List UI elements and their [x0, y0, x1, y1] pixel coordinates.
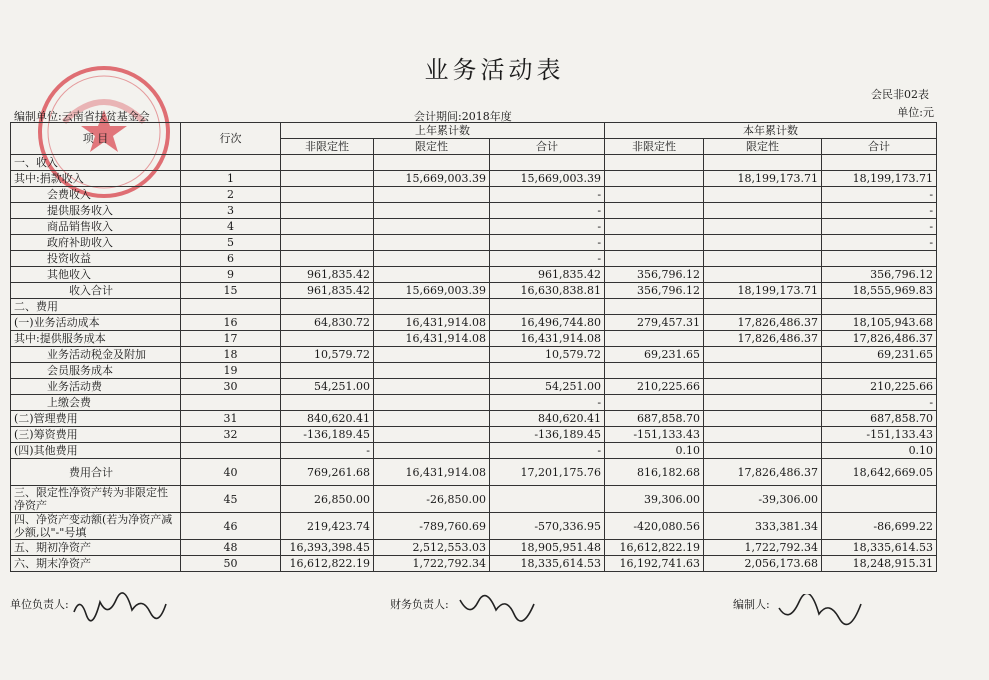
curr-unrestricted-cell: 816,182.68: [605, 459, 704, 486]
prev-unrestricted-cell: 16,612,822.19: [281, 556, 374, 572]
prev-total-cell: -: [490, 251, 605, 267]
table-row: [11, 459, 937, 486]
curr-restricted-cell: [704, 363, 822, 379]
prev-unrestricted-cell: 219,423.74: [281, 513, 374, 540]
prev-restricted-cell: [374, 187, 490, 203]
curr-unrestricted-cell: 69,231.65: [605, 347, 704, 363]
curr-unrestricted-cell: [605, 299, 704, 315]
prev-total-cell: -570,336.95: [490, 513, 605, 540]
prev-unrestricted-cell: 961,835.42: [281, 283, 374, 299]
curr-total-cell: 18,642,669.05: [822, 459, 937, 486]
row-line-number: 17: [181, 331, 281, 347]
row-line-number: 45: [181, 486, 281, 513]
row-line-number: 15: [181, 283, 281, 299]
curr-unrestricted-cell: 16,192,741.63: [605, 556, 704, 572]
prev-total-cell: [490, 155, 605, 171]
row-item-label: 一、收入: [11, 155, 181, 171]
row-line-number: 16: [181, 315, 281, 331]
table-row: [11, 347, 937, 363]
header-curr-year: 本年累计数: [605, 123, 937, 139]
organization-name: 编制单位:云南省扶贫基金会: [14, 110, 150, 123]
curr-restricted-cell: [704, 155, 822, 171]
curr-restricted-cell: [704, 411, 822, 427]
header-prev-restricted: 限定性: [374, 139, 490, 155]
unit-head-label: 单位负责人:: [10, 598, 69, 611]
curr-unrestricted-cell: [605, 187, 704, 203]
row-item-label: 提供服务收入: [11, 203, 181, 219]
prev-total-cell: 16,496,744.80: [490, 315, 605, 331]
prev-restricted-cell: [374, 363, 490, 379]
curr-total-cell: -: [822, 395, 937, 411]
curr-unrestricted-cell: [605, 251, 704, 267]
curr-unrestricted-cell: 16,612,822.19: [605, 540, 704, 556]
prev-restricted-cell: [374, 299, 490, 315]
curr-restricted-cell: [704, 427, 822, 443]
table-row: [11, 299, 937, 315]
row-line-number: 48: [181, 540, 281, 556]
curr-total-cell: -86,699.22: [822, 513, 937, 540]
prev-total-cell: [490, 363, 605, 379]
row-item-label: 政府补助收入: [11, 235, 181, 251]
curr-total-cell: -: [822, 235, 937, 251]
prev-unrestricted-cell: [281, 155, 374, 171]
curr-unrestricted-cell: [605, 235, 704, 251]
curr-restricted-cell: [704, 267, 822, 283]
row-item-label: 投资收益: [11, 251, 181, 267]
table-row: [11, 251, 937, 267]
prev-total-cell: -: [490, 187, 605, 203]
row-item-label: (四)其他费用: [11, 443, 181, 459]
prev-restricted-cell: [374, 267, 490, 283]
prev-restricted-cell: [374, 235, 490, 251]
prev-unrestricted-cell: [281, 395, 374, 411]
prev-total-cell: [490, 486, 605, 513]
curr-restricted-cell: [704, 251, 822, 267]
table-row: [11, 267, 937, 283]
row-line-number: 50: [181, 556, 281, 572]
curr-restricted-cell: 17,826,486.37: [704, 459, 822, 486]
prev-restricted-cell: [374, 155, 490, 171]
table-row: [11, 283, 937, 299]
header-curr-total: 合计: [822, 139, 937, 155]
header-curr-unrestricted: 非限定性: [605, 139, 704, 155]
prev-restricted-cell: [374, 203, 490, 219]
row-item-label: 收入合计: [11, 283, 181, 299]
header-prev-year: 上年累计数: [281, 123, 605, 139]
prev-unrestricted-cell: [281, 187, 374, 203]
prev-total-cell: 18,905,951.48: [490, 540, 605, 556]
header-prev-total: 合计: [490, 139, 605, 155]
curr-unrestricted-cell: [605, 155, 704, 171]
prev-unrestricted-cell: 16,393,398.45: [281, 540, 374, 556]
prev-unrestricted-cell: -: [281, 443, 374, 459]
prev-unrestricted-cell: 64,830.72: [281, 315, 374, 331]
currency-unit: 单位:元: [897, 106, 934, 119]
prev-unrestricted-cell: [281, 251, 374, 267]
curr-restricted-cell: [704, 347, 822, 363]
row-item-label: 六、期末净资产: [11, 556, 181, 572]
curr-restricted-cell: -39,306.00: [704, 486, 822, 513]
row-line-number: 4: [181, 219, 281, 235]
table-row: [11, 379, 937, 395]
prev-unrestricted-cell: 54,251.00: [281, 379, 374, 395]
prev-unrestricted-cell: [281, 331, 374, 347]
prev-total-cell: 840,620.41: [490, 411, 605, 427]
curr-unrestricted-cell: 39,306.00: [605, 486, 704, 513]
curr-restricted-cell: [704, 187, 822, 203]
prev-restricted-cell: 16,431,914.08: [374, 331, 490, 347]
curr-unrestricted-cell: 687,858.70: [605, 411, 704, 427]
curr-restricted-cell: [704, 395, 822, 411]
prev-unrestricted-cell: 840,620.41: [281, 411, 374, 427]
curr-total-cell: 18,555,969.83: [822, 283, 937, 299]
row-line-number: 6: [181, 251, 281, 267]
curr-restricted-cell: 17,826,486.37: [704, 331, 822, 347]
prev-total-cell: 18,335,614.53: [490, 556, 605, 572]
row-item-label: 费用合计: [11, 459, 181, 486]
prev-restricted-cell: -789,760.69: [374, 513, 490, 540]
row-line-number: 31: [181, 411, 281, 427]
header-prev-unrestricted: 非限定性: [281, 139, 374, 155]
curr-total-cell: -: [822, 203, 937, 219]
prev-unrestricted-cell: 10,579.72: [281, 347, 374, 363]
curr-restricted-cell: 333,381.34: [704, 513, 822, 540]
prev-restricted-cell: [374, 395, 490, 411]
curr-total-cell: 18,105,943.68: [822, 315, 937, 331]
prev-restricted-cell: [374, 219, 490, 235]
prev-restricted-cell: 1,722,792.34: [374, 556, 490, 572]
row-line-number: 3: [181, 203, 281, 219]
prev-unrestricted-cell: 769,261.68: [281, 459, 374, 486]
prev-restricted-cell: [374, 427, 490, 443]
prev-unrestricted-cell: -136,189.45: [281, 427, 374, 443]
prev-unrestricted-cell: [281, 219, 374, 235]
prev-restricted-cell: 16,431,914.08: [374, 315, 490, 331]
activity-statement-table: [10, 122, 937, 572]
curr-restricted-cell: [704, 443, 822, 459]
prev-restricted-cell: [374, 379, 490, 395]
row-line-number: 5: [181, 235, 281, 251]
prev-restricted-cell: 2,512,553.03: [374, 540, 490, 556]
row-item-label: 商品销售收入: [11, 219, 181, 235]
table-row: [11, 556, 937, 572]
prev-restricted-cell: 15,669,003.39: [374, 171, 490, 187]
curr-restricted-cell: [704, 235, 822, 251]
prev-restricted-cell: 15,669,003.39: [374, 283, 490, 299]
prev-unrestricted-cell: [281, 299, 374, 315]
row-line-number: [181, 395, 281, 411]
curr-total-cell: 687,858.70: [822, 411, 937, 427]
curr-unrestricted-cell: [605, 203, 704, 219]
row-line-number: 2: [181, 187, 281, 203]
table-row: [11, 203, 937, 219]
curr-unrestricted-cell: 0.10: [605, 443, 704, 459]
curr-unrestricted-cell: 210,225.66: [605, 379, 704, 395]
prev-total-cell: 16,630,838.81: [490, 283, 605, 299]
row-item-label: 其中:提供服务成本: [11, 331, 181, 347]
curr-total-cell: [822, 363, 937, 379]
curr-restricted-cell: [704, 219, 822, 235]
curr-restricted-cell: 1,722,792.34: [704, 540, 822, 556]
unit-head-signature-icon: [70, 592, 170, 622]
prev-total-cell: 10,579.72: [490, 347, 605, 363]
prev-unrestricted-cell: [281, 235, 374, 251]
header-item: 项 目: [11, 123, 181, 155]
prev-restricted-cell: 16,431,914.08: [374, 459, 490, 486]
curr-total-cell: [822, 251, 937, 267]
curr-total-cell: 18,199,173.71: [822, 171, 937, 187]
curr-total-cell: 356,796.12: [822, 267, 937, 283]
curr-restricted-cell: 2,056,173.68: [704, 556, 822, 572]
row-item-label: 业务活动费: [11, 379, 181, 395]
prev-unrestricted-cell: [281, 203, 374, 219]
prev-total-cell: -: [490, 203, 605, 219]
row-line-number: [181, 155, 281, 171]
prev-total-cell: -: [490, 235, 605, 251]
curr-restricted-cell: [704, 379, 822, 395]
row-item-label: 其中:捐款收入: [11, 171, 181, 187]
prev-total-cell: 17,201,175.76: [490, 459, 605, 486]
curr-total-cell: 18,248,915.31: [822, 556, 937, 572]
row-item-label: 业务活动税金及附加: [11, 347, 181, 363]
prev-restricted-cell: -26,850.00: [374, 486, 490, 513]
prev-total-cell: -: [490, 219, 605, 235]
prev-total-cell: -136,189.45: [490, 427, 605, 443]
table-row: [11, 219, 937, 235]
row-item-label: (一)业务活动成本: [11, 315, 181, 331]
prev-unrestricted-cell: [281, 171, 374, 187]
prev-total-cell: 16,431,914.08: [490, 331, 605, 347]
curr-restricted-cell: 18,199,173.71: [704, 283, 822, 299]
row-line-number: [181, 443, 281, 459]
table-row: [11, 427, 937, 443]
curr-total-cell: -: [822, 187, 937, 203]
row-item-label: 会费收入: [11, 187, 181, 203]
curr-unrestricted-cell: [605, 331, 704, 347]
curr-unrestricted-cell: [605, 171, 704, 187]
prev-restricted-cell: [374, 411, 490, 427]
finance-head-label: 财务负责人:: [390, 598, 449, 611]
curr-restricted-cell: 17,826,486.37: [704, 315, 822, 331]
curr-restricted-cell: [704, 299, 822, 315]
curr-unrestricted-cell: 356,796.12: [605, 267, 704, 283]
header-curr-restricted: 限定性: [704, 139, 822, 155]
table-row: [11, 155, 937, 171]
table-row: [11, 363, 937, 379]
curr-total-cell: 18,335,614.53: [822, 540, 937, 556]
table-row: [11, 395, 937, 411]
finance-head-signature-icon: [456, 592, 538, 622]
curr-restricted-cell: 18,199,173.71: [704, 171, 822, 187]
prev-unrestricted-cell: 26,850.00: [281, 486, 374, 513]
curr-total-cell: 0.10: [822, 443, 937, 459]
prev-unrestricted-cell: [281, 363, 374, 379]
row-item-label: 二、费用: [11, 299, 181, 315]
prev-restricted-cell: [374, 347, 490, 363]
prev-restricted-cell: [374, 251, 490, 267]
row-item-label: 上缴会费: [11, 395, 181, 411]
table-row: [11, 443, 937, 459]
table-row: [11, 315, 937, 331]
table-row: [11, 331, 937, 347]
curr-total-cell: -: [822, 219, 937, 235]
accounting-period: 会计期间:2018年度: [414, 110, 512, 123]
row-item-label: 四、净资产变动额(若为净资产减少额,以"-"号填: [11, 513, 181, 540]
table-row: [11, 513, 937, 540]
form-code: 会民非02表: [871, 88, 929, 101]
row-line-number: 46: [181, 513, 281, 540]
prev-unrestricted-cell: 961,835.42: [281, 267, 374, 283]
row-line-number: 9: [181, 267, 281, 283]
prev-total-cell: 961,835.42: [490, 267, 605, 283]
table-row: [11, 411, 937, 427]
curr-unrestricted-cell: -151,133.43: [605, 427, 704, 443]
curr-total-cell: 69,231.65: [822, 347, 937, 363]
row-item-label: 五、期初净资产: [11, 540, 181, 556]
curr-total-cell: [822, 486, 937, 513]
row-line-number: 32: [181, 427, 281, 443]
row-line-number: 40: [181, 459, 281, 486]
curr-total-cell: -151,133.43: [822, 427, 937, 443]
row-item-label: (三)筹资费用: [11, 427, 181, 443]
prev-total-cell: -: [490, 395, 605, 411]
row-line-number: 19: [181, 363, 281, 379]
row-line-number: 30: [181, 379, 281, 395]
row-line-number: [181, 299, 281, 315]
preparer-label: 编制人:: [733, 598, 770, 611]
curr-unrestricted-cell: 279,457.31: [605, 315, 704, 331]
curr-total-cell: [822, 155, 937, 171]
row-item-label: (二)管理费用: [11, 411, 181, 427]
prev-total-cell: 54,251.00: [490, 379, 605, 395]
row-line-number: 18: [181, 347, 281, 363]
preparer-signature-icon: [775, 594, 865, 626]
curr-unrestricted-cell: [605, 395, 704, 411]
row-item-label: 会员服务成本: [11, 363, 181, 379]
prev-total-cell: [490, 299, 605, 315]
curr-total-cell: [822, 299, 937, 315]
table-row: [11, 540, 937, 556]
table-row: [11, 235, 937, 251]
curr-unrestricted-cell: 356,796.12: [605, 283, 704, 299]
prev-restricted-cell: [374, 443, 490, 459]
table-row: [11, 171, 937, 187]
report-title: 业务活动表: [424, 56, 565, 84]
table-row: [11, 187, 937, 203]
row-item-label: 其他收入: [11, 267, 181, 283]
curr-total-cell: 210,225.66: [822, 379, 937, 395]
curr-restricted-cell: [704, 203, 822, 219]
table-row: [11, 486, 937, 513]
prev-total-cell: 15,669,003.39: [490, 171, 605, 187]
curr-unrestricted-cell: [605, 363, 704, 379]
row-line-number: 1: [181, 171, 281, 187]
row-item-label: 三、限定性净资产转为非限定性净资产: [11, 486, 181, 513]
curr-unrestricted-cell: -420,080.56: [605, 513, 704, 540]
header-line: 行次: [181, 123, 281, 155]
curr-total-cell: 17,826,486.37: [822, 331, 937, 347]
prev-total-cell: -: [490, 443, 605, 459]
curr-unrestricted-cell: [605, 219, 704, 235]
